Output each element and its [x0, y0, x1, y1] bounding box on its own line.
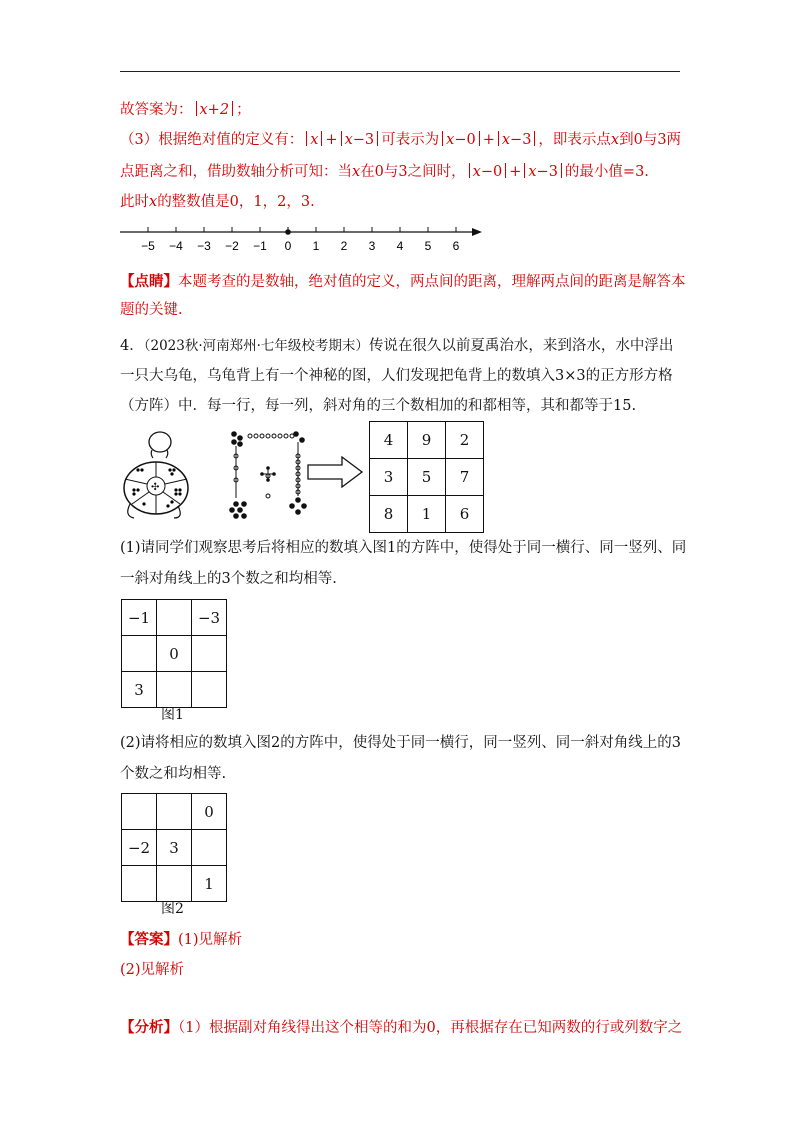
- magic-square-cell: 6: [446, 496, 484, 533]
- number-line-label: 0: [284, 239, 292, 253]
- figure2-cell: 0: [192, 794, 227, 830]
- figure1-cell: [192, 672, 227, 708]
- abs-expr: x+2: [199, 102, 230, 118]
- figure1-cell: [192, 636, 227, 672]
- sub2-line2: 个数之和均相等.: [120, 766, 227, 782]
- number-line-label: 3: [368, 239, 376, 253]
- figure2-caption: 图2: [161, 901, 184, 917]
- number-line-label: −1: [253, 239, 267, 253]
- origin-point: [285, 229, 291, 235]
- figure1-cell: [157, 672, 192, 708]
- magic-square-cell: 4: [370, 422, 408, 459]
- figure1-cell: −3: [192, 600, 227, 636]
- figure1-cell: −1: [122, 600, 157, 636]
- magic-square-cell: 9: [408, 422, 446, 459]
- figure1-cell: [122, 636, 157, 672]
- figure2-cell: [192, 830, 227, 866]
- right-arrow-icon: [306, 454, 366, 490]
- number-line-label: 4: [396, 239, 404, 253]
- magic-square-cell: 7: [446, 459, 484, 496]
- turtle-illustration: [120, 424, 192, 522]
- figure1-cell: 3: [122, 672, 157, 708]
- figure1-cell: 0: [157, 636, 192, 672]
- figure2-cell: [157, 866, 192, 902]
- figure1-cell: [157, 600, 192, 636]
- part3-line1: （3）根据绝对值的定义有： x + x−3 可表示为 x−0 + x−3 ，即表示点x到0与3两: [120, 132, 682, 148]
- figure2-cell: [157, 794, 192, 830]
- number-line-label: 1: [312, 239, 320, 253]
- sub2-line1: (2)请将相应的数填入图2的方阵中，使得处于同一横行，同一竖列、同一斜对角线上的3: [120, 735, 681, 751]
- comment-line1: 【点睛】本题考查的是数轴，绝对值的定义，两点间的距离，理解两点间的距离是解答本: [120, 273, 686, 290]
- sub1-line1: (1)请同学们观察思考后将相应的数填入图1的方阵中，使得处于同一横行、同一竖列、同: [120, 540, 687, 556]
- number-line-label: −4: [169, 239, 183, 253]
- number-line-label: 6: [452, 239, 460, 253]
- number-line-label: 2: [340, 239, 348, 253]
- svg-text:✣: ✣: [151, 482, 160, 493]
- number-line-arrow: [472, 228, 482, 236]
- part3-line2: 点距离之和，借助数轴分析可知：当x在0与3之间时， x−0 + x−3 的最小值=3.: [120, 164, 649, 180]
- figure2-cell: 3: [157, 830, 192, 866]
- magic-square-cell: 5: [408, 459, 446, 496]
- number-line-label: −5: [141, 239, 155, 253]
- number-line-label: 5: [424, 239, 432, 253]
- figure2-cell: [122, 794, 157, 830]
- header-rule: [120, 71, 680, 72]
- figure2-cell: 1: [192, 866, 227, 902]
- figure2-cell: [122, 866, 157, 902]
- question-line2: 一只大乌龟，乌龟背上有一个神秘的图，人们发现把龟背上的数填入3×3的正方形方格: [120, 368, 673, 384]
- magic-square-cell: 2: [446, 422, 484, 459]
- number-line: [120, 222, 490, 258]
- figure2-grid: [121, 793, 227, 902]
- luoshu-dot-diagram: [226, 428, 310, 520]
- figure2-cell: −2: [122, 830, 157, 866]
- figure1-caption: 图1: [161, 707, 184, 723]
- magic-square-cell: 3: [370, 459, 408, 496]
- number-line-label: −2: [225, 239, 239, 253]
- magic-square-grid: [369, 421, 484, 533]
- analysis-line: 【分析】（1）根据副对角线得出这个相等的和为0，再根据存在已知两数的行或列数字之: [120, 1019, 683, 1036]
- sub1-line2: 一斜对角线上的3个数之和均相等.: [120, 571, 337, 587]
- figure1-grid: [121, 599, 227, 708]
- part1-answer-line: 故答案为： x+2 ；: [120, 102, 251, 118]
- number-line-label: −3: [197, 239, 211, 253]
- answer-line1: 【答案】(1)见解析: [120, 931, 243, 948]
- magic-square-cell: 8: [370, 496, 408, 533]
- question-line1: 4．（2023秋·河南郑州·七年级校考期末）传说在很久以前夏禹治水，来到洛水，水中浮出: [120, 338, 674, 354]
- question-line3: （方阵）中．每一行，每一列，斜对角的三个数相加的和都相等，其和都等于15.: [120, 398, 637, 414]
- comment-line2: 题的关键.: [120, 302, 183, 318]
- answer-line2: (2)见解析: [120, 962, 185, 978]
- part3-line3: 此时x的整数值是0，1，2，3.: [120, 194, 315, 210]
- magic-square-cell: 1: [408, 496, 446, 533]
